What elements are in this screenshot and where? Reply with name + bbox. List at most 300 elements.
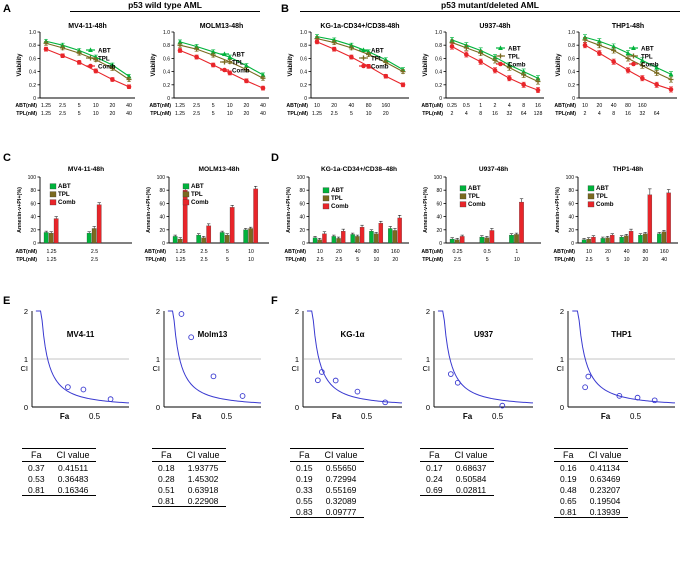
y-tick-label: 1 <box>23 355 28 364</box>
ci-data-point <box>448 372 453 377</box>
x-tick-label: 5 <box>77 111 81 117</box>
bar-ABT <box>450 239 454 243</box>
legend-label: TPL <box>641 53 653 61</box>
chart-title: MOLM13-48h <box>198 166 240 173</box>
x-tick-label: 10 <box>248 257 254 263</box>
x-axis-label-tpl: TPL(nM) <box>16 257 37 263</box>
ci-data-point <box>586 374 591 379</box>
x-tick-label: 20 <box>331 103 338 109</box>
chart-title: MV4-11-48h <box>68 23 107 30</box>
x-tick-label: 32 <box>506 111 513 117</box>
table-cell: 0.15 <box>296 462 313 473</box>
legend-label: Comb <box>331 203 349 211</box>
x-tick-label: 5 <box>606 257 610 263</box>
y-tick-label: 1.0 <box>163 30 170 36</box>
y-tick-label: 20 <box>299 227 305 234</box>
x-tick-label: 1.25 <box>174 103 186 109</box>
chart-title: U937-48h <box>478 166 509 173</box>
bar-TPL <box>455 240 459 243</box>
chart-title: KG-1a-CD34+/CD38–48h <box>320 166 398 173</box>
marker-comb <box>88 64 93 69</box>
chart-ci-thp1 <box>546 303 681 431</box>
chart-title: U937 <box>473 330 494 339</box>
y-tick-label: 0.8 <box>435 43 442 50</box>
table-row <box>152 484 226 495</box>
x-axis-label-abt: ABT(nM) <box>149 103 171 109</box>
bar-Comb <box>519 202 523 243</box>
bar-Comb <box>460 236 464 243</box>
x-tick-label: 10 <box>92 111 99 117</box>
chart-apoptosis-molm13 <box>143 163 273 285</box>
bar-TPL <box>662 232 666 243</box>
legend-label: TPL <box>58 191 70 199</box>
ci-table-thp1 <box>554 448 628 518</box>
error-bar <box>520 199 523 202</box>
x-tick-label: 20 <box>604 249 611 255</box>
legend-swatch <box>323 188 329 193</box>
x-tick-label: 10 <box>365 111 372 117</box>
x-tick-label: 10 <box>314 103 320 109</box>
y-tick-label: 1 <box>559 355 564 364</box>
x-tick-label: 10 <box>317 249 323 255</box>
table-cell: 0.36483 <box>57 473 89 484</box>
x-tick-label: 16 <box>492 111 498 117</box>
x-tick-label: 1.25 <box>175 249 186 255</box>
svg-F-KG1a <box>281 303 408 431</box>
y-tick-label: 0 <box>559 403 564 412</box>
table-row <box>152 495 226 507</box>
table-header: Fa <box>420 449 449 462</box>
table-cell: 0.55 <box>296 495 313 506</box>
y-tick-label: 80 <box>436 188 442 195</box>
legend-swatch <box>460 186 466 191</box>
error-bar <box>639 234 642 235</box>
x-tick-label: 40 <box>623 249 630 255</box>
bar-ABT <box>332 236 336 243</box>
table-row <box>420 484 494 496</box>
error-bar <box>510 234 513 235</box>
error-bar <box>221 231 224 232</box>
svg-B-KG1a <box>285 20 413 145</box>
table-row <box>420 462 494 474</box>
svg-F-THP1 <box>546 303 681 431</box>
y-tick-label: 0 <box>155 403 160 412</box>
x-tick-label: 20 <box>642 257 649 263</box>
y-tick-label: 0.6 <box>163 56 170 63</box>
error-bar <box>244 228 247 229</box>
legend-label: ABT <box>58 183 71 191</box>
x-tick-label: 20 <box>596 103 603 109</box>
x-tick-label: 2.5 <box>316 257 324 263</box>
error-bar <box>601 237 604 238</box>
ci-fit-curve <box>168 311 261 403</box>
x-axis-label-abt: ABT(nM) <box>15 249 37 255</box>
y-tick-label: 0.6 <box>29 56 36 63</box>
bar-ABT <box>197 235 201 243</box>
svg-A-MV4-11 <box>14 20 139 145</box>
error-bar <box>485 236 488 237</box>
y-axis-label: Viability <box>17 53 23 77</box>
table-row <box>554 495 628 506</box>
x-tick-label: 160 <box>659 249 669 255</box>
x-axis-label-tpl: TPL(nM) <box>554 257 575 263</box>
y-tick-label: 80 <box>159 188 165 195</box>
legend-swatch <box>183 200 189 205</box>
chart-viability-thp1 <box>553 20 681 145</box>
marker-comb <box>361 64 366 69</box>
svg-A-MOLM13 <box>148 20 273 145</box>
error-bar <box>313 236 316 237</box>
table-cell: 0.55650 <box>325 462 357 473</box>
error-bar <box>393 228 396 230</box>
x-tick-label: 40 <box>348 103 355 109</box>
x-tick-label: 10 <box>373 257 380 263</box>
x-tick-label: 40 <box>126 103 132 109</box>
x-tick-label: 2.5 <box>200 257 208 263</box>
x-tick-label: 1.25 <box>46 257 57 263</box>
error-bar <box>515 233 518 234</box>
marker-tpl <box>611 48 616 53</box>
table-cell: 0.16346 <box>51 484 96 496</box>
marker-comb <box>349 55 354 60</box>
table-header: CI value <box>319 449 364 462</box>
ci-table <box>290 448 364 518</box>
error-bar <box>398 215 401 218</box>
y-tick-label: 80 <box>568 188 574 195</box>
y-tick-label: 40 <box>30 214 36 221</box>
right-title-rule <box>300 11 680 12</box>
error-bar <box>88 232 91 233</box>
x-axis-label-tpl: TPL(nM) <box>555 111 576 117</box>
x-tick-label: 1.25 <box>40 103 52 109</box>
x-axis-label-tpl: TPL(nM) <box>16 111 37 117</box>
table-row <box>554 473 628 484</box>
y-tick-label: 0 <box>571 241 574 247</box>
ci-table <box>152 448 226 507</box>
table-row <box>290 495 364 506</box>
y-tick-label: 60 <box>159 201 165 208</box>
bar-TPL <box>337 238 341 243</box>
bar-ABT <box>220 232 224 243</box>
table-cell: 0.50584 <box>455 473 487 484</box>
x-tick-label: 40 <box>260 103 266 109</box>
x-tick-label: 0.25 <box>452 249 463 255</box>
bar-ABT <box>388 228 392 243</box>
table-row <box>420 473 494 484</box>
marker-comb <box>315 40 320 45</box>
bar-ABT <box>313 238 317 243</box>
legend-label: Comb <box>232 67 250 75</box>
error-bar <box>374 232 377 233</box>
x-tick-label: 32 <box>639 111 646 117</box>
error-bar <box>93 227 96 229</box>
y-axis-label: CI <box>152 364 160 373</box>
chart-viability-mv4-11 <box>14 20 139 145</box>
marker-comb <box>127 84 132 89</box>
ci-data-point <box>108 397 113 402</box>
ci-data-point <box>81 387 86 392</box>
legend-label: TPL <box>191 191 203 199</box>
table-cell: 0.19504 <box>589 495 621 506</box>
legend-label: Comb <box>468 201 486 209</box>
marker-comb <box>631 62 636 67</box>
table-header: Fa <box>152 449 181 462</box>
marker-tpl <box>654 70 659 75</box>
x-tick-label: 20 <box>335 249 342 255</box>
bar-ABT <box>620 237 624 243</box>
marker-comb <box>536 88 541 93</box>
ci-data-point <box>315 378 320 383</box>
ci-data-point <box>189 335 194 340</box>
x-tick-label: 10 <box>513 257 520 263</box>
marker-tpl <box>631 54 636 59</box>
x-tick-label: 2.5 <box>335 257 343 263</box>
legend-swatch <box>183 184 189 189</box>
error-bar <box>658 232 661 233</box>
chart-ci-kg1a <box>281 303 408 431</box>
y-tick-label: 60 <box>299 201 305 208</box>
bar-Comb <box>629 231 633 243</box>
table-cell: 0.23207 <box>589 484 621 495</box>
x-tick-label: 160 <box>381 103 391 109</box>
x-tick-label: 40 <box>610 103 617 109</box>
bar-Comb <box>648 195 652 243</box>
legend-label: TPL <box>596 193 608 201</box>
y-tick-label: 20 <box>159 227 165 234</box>
chart-viability-molm13 <box>148 20 273 145</box>
error-bar <box>592 236 595 237</box>
svg-B-THP1 <box>553 20 681 145</box>
y-tick-label: 2 <box>155 307 160 316</box>
x-tick-label: 2.5 <box>192 103 201 109</box>
x-axis-label-tpl: TPL(nM) <box>287 111 308 117</box>
error-bar <box>45 231 48 232</box>
error-bar <box>337 237 340 238</box>
x-tick-label: 2.5 <box>58 103 67 109</box>
chart-title: MV4-11 <box>66 330 95 339</box>
x-tick-label: 5 <box>356 257 360 263</box>
marker-tpl <box>498 54 503 59</box>
table-header: CI value <box>51 449 96 462</box>
x-tick-label: 80 <box>642 249 649 255</box>
ci-fit-curve <box>36 311 129 403</box>
x-tick-label: 160 <box>390 249 400 255</box>
table-cell: 0.63918 <box>187 484 219 495</box>
bar-ABT <box>657 234 661 243</box>
legend-label: ABT <box>468 185 481 193</box>
ci-fit-curve <box>572 311 675 403</box>
error-bar <box>332 235 335 236</box>
marker-comb <box>194 55 199 60</box>
table-cell: 1.93775 <box>187 462 219 473</box>
chart-title: THP1-48h <box>611 23 645 30</box>
marker-comb <box>498 62 503 67</box>
legend-label: Comb <box>371 63 389 71</box>
y-tick-label: 0 <box>23 403 28 412</box>
chart-ci-mv4-11 <box>10 303 135 431</box>
legend-label: Comb <box>596 201 614 209</box>
y-tick-label: 0.2 <box>300 82 307 89</box>
ci-data-point <box>240 394 245 399</box>
bar-ABT <box>509 235 513 243</box>
x-tick-label: 0.5 <box>629 412 642 421</box>
table-cell: 0.81 <box>554 506 583 518</box>
y-tick-label: 0 <box>572 96 575 102</box>
y-tick-label: 1.0 <box>568 30 575 36</box>
error-bar <box>351 233 354 234</box>
marker-comb <box>521 83 526 88</box>
bar-Comb <box>207 226 211 243</box>
ci-data-point <box>455 380 460 385</box>
error-bar <box>625 234 628 235</box>
legend-swatch <box>588 186 594 191</box>
legend-label: TPL <box>98 55 110 63</box>
error-bar <box>389 227 392 229</box>
bar-TPL <box>606 238 610 243</box>
ci-data-point <box>583 385 588 390</box>
marker-comb <box>401 83 406 88</box>
table-row <box>22 462 96 474</box>
table-cell: 0.17 <box>426 462 443 473</box>
table-row <box>554 506 628 518</box>
bar-TPL <box>318 240 322 243</box>
x-tick-label: 0.5 <box>220 412 233 421</box>
x-tick-label: 160 <box>638 103 647 109</box>
x-axis-label-abt: ABT(nM) <box>553 249 575 255</box>
bar-ABT <box>369 231 373 243</box>
x-tick-label: 128 <box>533 111 543 117</box>
table-cell: 0.41511 <box>58 462 89 473</box>
bar-ABT <box>44 232 48 243</box>
y-tick-label: 0.2 <box>435 82 442 89</box>
marker-comb <box>597 51 602 56</box>
panel-letter-D: D <box>271 152 279 164</box>
table-cell: 0.41134 <box>590 462 621 473</box>
bar-Comb <box>379 223 383 243</box>
svg-C-MV4-11 <box>14 163 136 285</box>
y-tick-label: 0 <box>294 403 299 412</box>
svg-F-U937 <box>412 303 539 431</box>
x-tick-label: 2.5 <box>58 111 67 117</box>
chart-ci-u937 <box>412 303 539 431</box>
y-tick-label: 0.4 <box>163 69 170 76</box>
marker-comb <box>464 52 469 57</box>
y-tick-label: 2 <box>23 307 28 316</box>
bar-Comb <box>322 234 326 243</box>
error-bar <box>480 236 483 237</box>
ci-table-kg1a <box>290 448 364 518</box>
error-bar <box>648 189 651 195</box>
left-title-rule <box>70 11 260 12</box>
x-axis-label-tpl: TPL(nM) <box>145 257 166 263</box>
y-tick-label: 20 <box>30 227 36 234</box>
y-tick-label: 20 <box>568 227 574 234</box>
bar-TPL <box>92 228 96 243</box>
legend-label: ABT <box>641 45 654 53</box>
table-cell: 0.16 <box>560 462 577 473</box>
svg-D-U937 <box>420 163 545 285</box>
error-bar <box>254 186 257 189</box>
table-cell: 0.55169 <box>325 484 357 495</box>
svg-D-KG1a <box>283 163 413 285</box>
bar-ABT <box>582 240 586 243</box>
x-tick-label: 40 <box>661 257 668 263</box>
bar-ABT <box>87 233 91 243</box>
table-header: Fa <box>22 449 51 462</box>
x-tick-label: 2.5 <box>200 249 208 255</box>
bar-TPL <box>49 233 53 243</box>
x-axis-label: Fa <box>331 412 342 421</box>
legend-label: TPL <box>508 53 520 61</box>
x-tick-label: 40 <box>126 111 132 117</box>
x-tick-label: 20 <box>109 103 116 109</box>
svg-B-U937 <box>420 20 548 145</box>
legend-swatch <box>50 184 56 189</box>
y-tick-label: 60 <box>436 201 442 208</box>
marker-comb <box>611 59 616 64</box>
right-group-title-text: p53 mutant/deleted AML <box>441 0 539 10</box>
y-tick-label: 0 <box>425 403 430 412</box>
error-bar <box>451 238 454 239</box>
x-tick-label: 2.5 <box>90 249 99 255</box>
ci-data-point <box>179 312 184 317</box>
error-bar <box>370 230 373 231</box>
y-tick-label: 0 <box>439 96 442 102</box>
marker-comb <box>669 87 674 92</box>
x-tick-label: 1.25 <box>40 111 52 117</box>
panel-letter-E: E <box>3 295 11 307</box>
legend-swatch <box>183 192 189 197</box>
x-tick-label: 20 <box>109 111 116 117</box>
marker-comb <box>44 47 49 52</box>
error-bar <box>323 232 326 234</box>
bar-Comb <box>398 218 402 243</box>
table-cell: 0.33 <box>296 484 313 495</box>
x-tick-label: 1.25 <box>46 249 57 255</box>
left-group-title <box>70 0 260 12</box>
x-tick-label: 10 <box>226 111 233 117</box>
table-row <box>290 462 364 474</box>
bar-Comb <box>591 237 595 243</box>
bar-TPL <box>249 228 253 243</box>
bar-ABT <box>638 235 642 243</box>
x-tick-label: 0.5 <box>483 249 491 255</box>
y-tick-label: 40 <box>568 214 574 221</box>
legend-label: ABT <box>371 47 384 55</box>
legend-label: Comb <box>508 61 526 69</box>
y-tick-label: 60 <box>568 201 574 208</box>
table-header: CI value <box>583 449 628 462</box>
x-tick-label: 64 <box>653 111 660 117</box>
y-tick-label: 0.6 <box>568 56 575 63</box>
series-line-TPL <box>317 39 403 72</box>
x-tick-label: 80 <box>373 249 380 255</box>
bar-Comb <box>360 227 364 243</box>
table-row <box>152 462 226 474</box>
y-tick-label: 0 <box>33 241 36 247</box>
error-bar <box>207 224 210 226</box>
legend-swatch <box>588 194 594 199</box>
marker-comb <box>332 47 337 52</box>
table-cell: 0.63469 <box>589 473 621 484</box>
table-cell: 0.83 <box>290 506 319 518</box>
x-tick-label: 20 <box>392 257 399 263</box>
x-axis-label-abt: ABT(nM) <box>15 103 37 109</box>
table-cell: 0.68637 <box>455 462 487 473</box>
x-axis-label-abt: ABT(uM) <box>421 103 443 109</box>
y-tick-label: 0.8 <box>163 43 170 50</box>
legend-label: ABT <box>98 47 111 55</box>
